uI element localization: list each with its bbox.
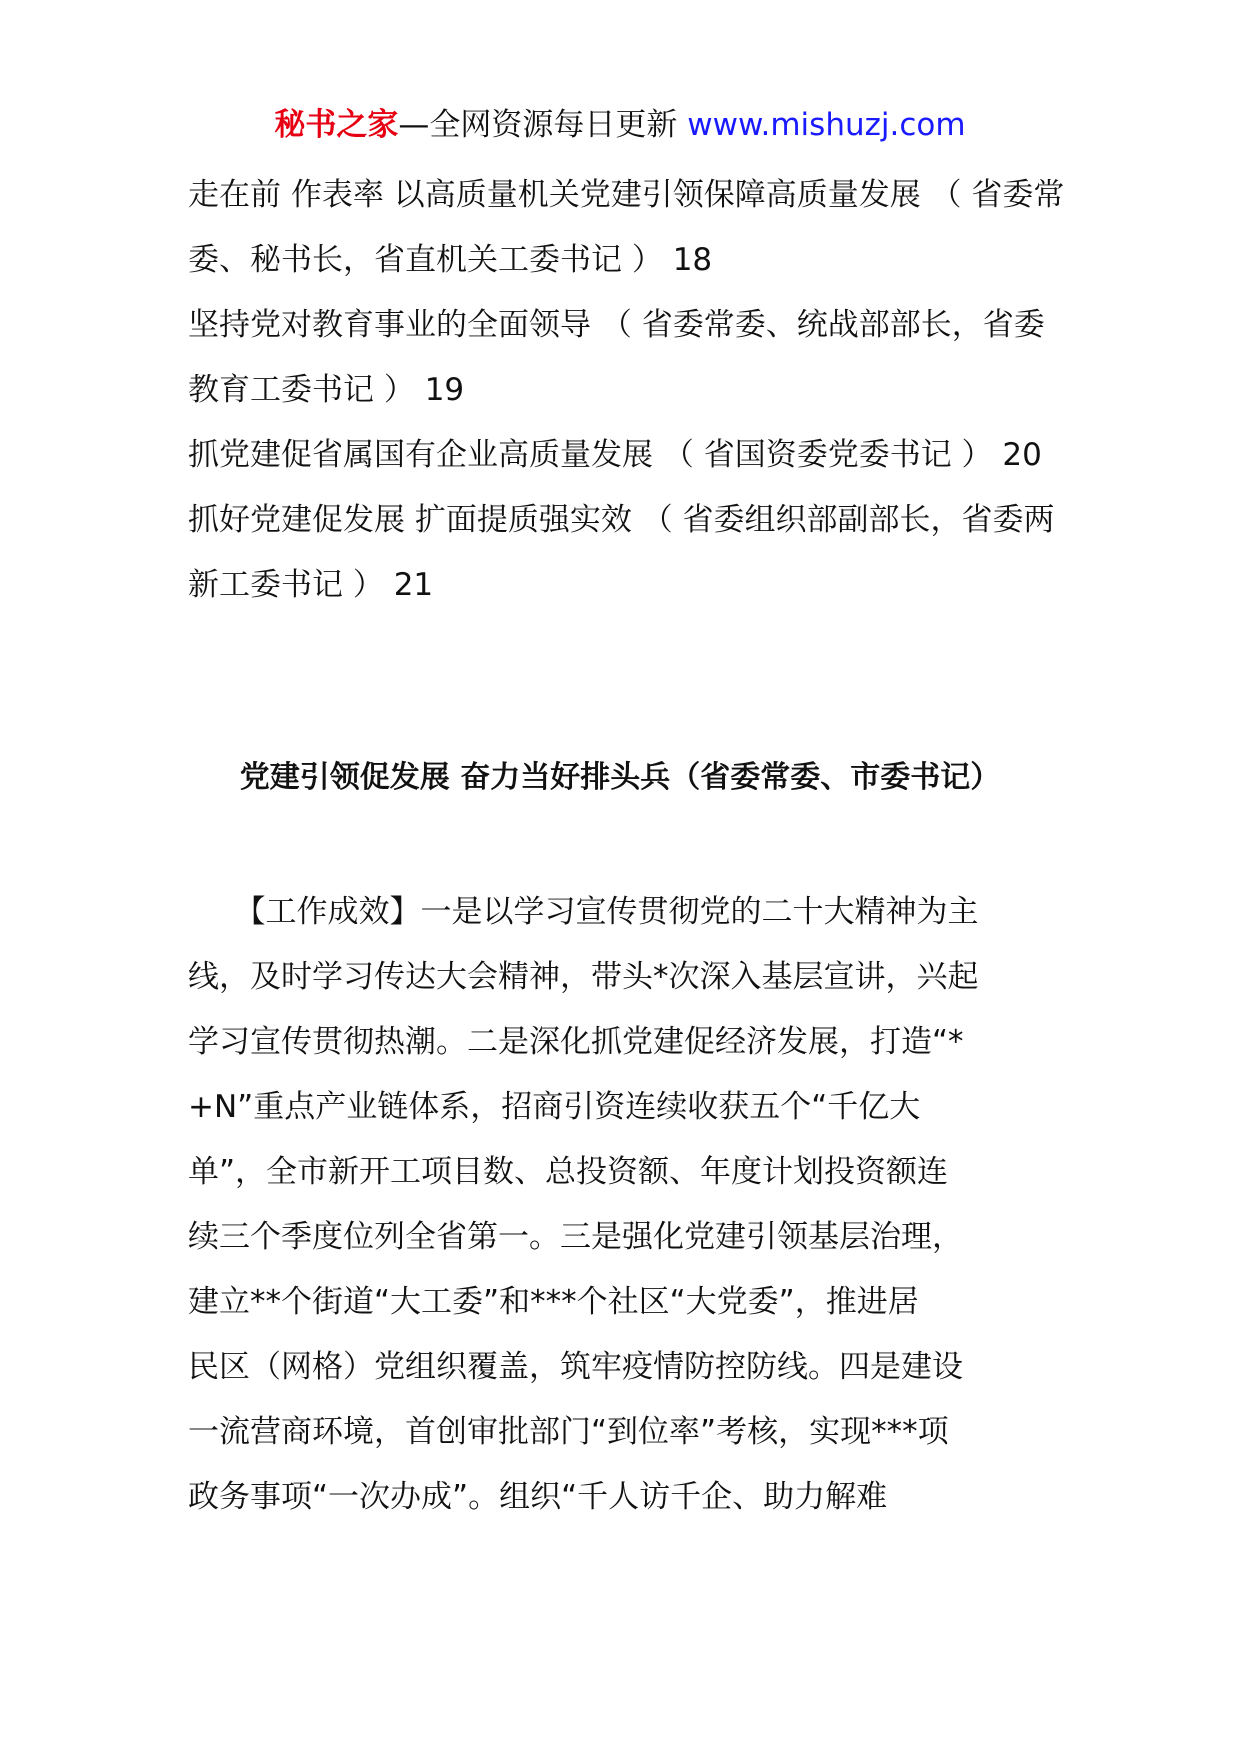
- paragraph-line: 学习宣传贯彻热潮。二是深化抓党建促经济发展，打造“*: [188, 1024, 964, 1060]
- toc-entry[interactable]: 抓好党建促发展 扩面提质强实效 （ 省委组织部副部长，省委两新工委书记 ） 21: [188, 502, 1055, 603]
- toc-entry[interactable]: 坚持党对教育事业的全面领导 （ 省委常委、统战部部长，省委教育工委书记 ） 19: [188, 307, 1045, 408]
- toc-entry[interactable]: 抓党建促省属国有企业高质量发展 （ 省国资委党委书记 ） 20: [188, 437, 1042, 473]
- body-paragraph: [188, 880, 1056, 1530]
- paragraph-line: 【工作成效】一是以学习宣传贯彻党的二十大精神为主: [188, 894, 979, 930]
- table-of-contents: [188, 163, 1068, 618]
- paragraph-line: 线，及时学习传达大会精神，带头*次深入基层宣讲，兴起: [188, 959, 979, 995]
- paragraph-line: 政务事项“一次办成”。组织“千人访千企、助力解难: [188, 1479, 888, 1515]
- brand-name: 秘书之家: [274, 107, 399, 143]
- watermark-header: [0, 100, 1240, 150]
- paragraph-line: 建立**个街道“大工委”和***个社区“大党委”，推进居: [188, 1284, 919, 1320]
- section-title: 党建引领促发展 奋力当好排头兵（省委常委、市委书记）: [239, 760, 1001, 795]
- paragraph-line: 民区（网格）党组织覆盖，筑牢疫情防控防线。四是建设: [188, 1349, 963, 1385]
- paragraph-line: 一流营商环境，首创审批部门“到位率”考核，实现***项: [188, 1414, 949, 1450]
- paragraph-line: 单”，全市新开工项目数、总投资额、年度计划投资额连: [188, 1154, 949, 1190]
- paragraph-line: +N”重点产业链体系，招商引资连续收获五个“千亿大: [188, 1089, 921, 1125]
- paragraph-line: 续三个季度位列全省第一。三是强化党建引领基层治理，: [188, 1219, 963, 1255]
- toc-entry[interactable]: 走在前 作表率 以高质量机关党建引领保障高质量发展 （ 省委常委、秘书长，省直机关工委书记 ） 18: [188, 177, 1065, 278]
- header-slogan: —全网资源每日更新: [398, 107, 688, 143]
- website-link[interactable]: www.mishuzj.com: [687, 107, 966, 143]
